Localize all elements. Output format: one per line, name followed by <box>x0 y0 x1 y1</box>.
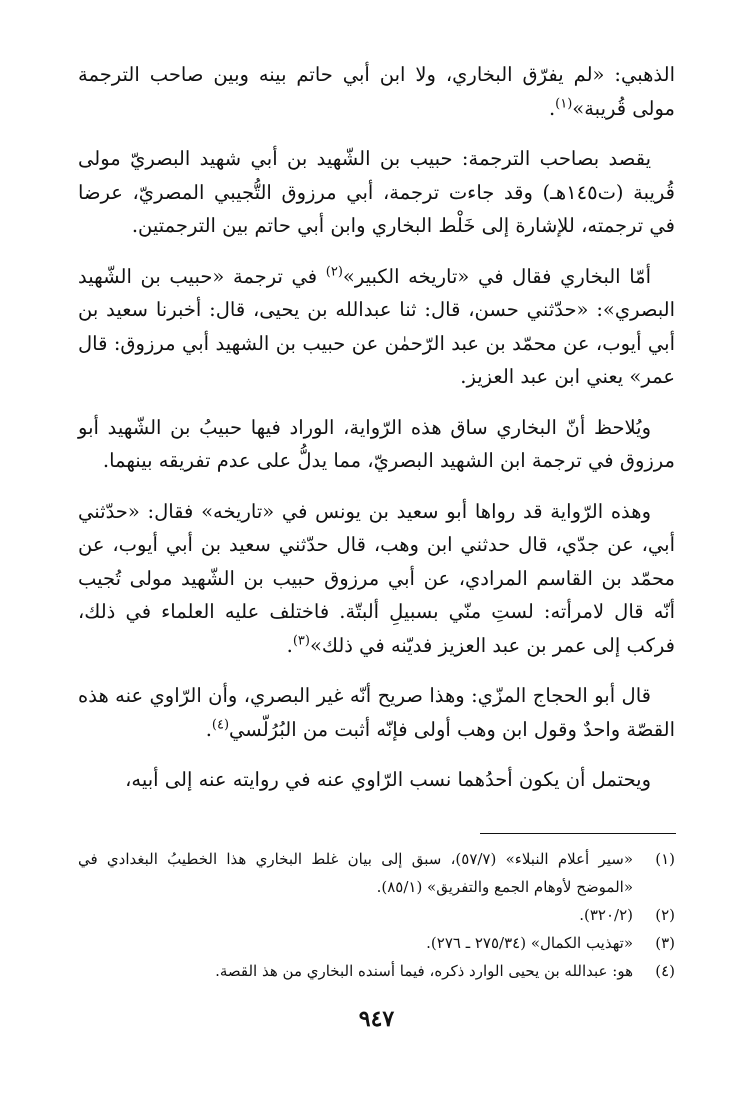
footnote-separator <box>480 833 676 834</box>
paragraph-3 <box>78 260 675 394</box>
paragraph-5 <box>78 495 675 663</box>
footnotes <box>78 845 675 985</box>
paragraph-7 <box>78 763 675 797</box>
footnote-ref-2: (٢) <box>325 264 343 279</box>
footnote-3-text: «تهذيب الكمال» (٢٧٥/٣٤ ـ ٢٧٦). <box>426 934 633 952</box>
footnote-3-number: (٣) <box>655 934 675 952</box>
footnote-2-number: (٢) <box>655 906 675 924</box>
footnote-ref-4: (٤) <box>211 717 230 732</box>
paragraph-1-tail: . <box>548 96 556 120</box>
paragraph-5-tail: . <box>286 633 293 657</box>
paragraph-4-text: ويُلاحظ أنّ البخاري ساق هذه الرّواية، الوراد فيها حبيبُ بن الشّهيد أبو مرزوق في ترجمة ابن الشهيد البصريّ، مما يدلُّ على عدم تفريقه بينهما. <box>78 415 675 472</box>
footnote-1-number: (١) <box>655 850 675 868</box>
paragraph-3-tail: في ترجمة «حبيب بن الشّهيد البصري»: «حدّثني حسن، قال: ثنا عبدالله بن يحيى، قال: أخبرنا سعيد بن أبي أيوب، عن محمّد بن عبد الرّحمٰن عن حبيب بن الشهيد أبي مرزوق: قال عمر» يعني ابن عبد العزيز. <box>78 264 675 388</box>
paragraph-1 <box>78 58 675 125</box>
paragraph-6-text: قال أبو الحجاج المزّي: وهذا صريح أنّه غير البصري، وأن الرّاوي عنه هذه القصّة واحدٌ وقول ابن وهب أولى فإنّه أثبت من البُرُلّسي <box>78 684 675 741</box>
footnote-1 <box>78 845 675 901</box>
footnote-2-text: (٣٢٠/٢). <box>579 906 633 924</box>
paragraph-2-text: يقصد بصاحب الترجمة: حبيب بن الشّهيد بن أبي شهيد البصريّ مولى قُريبة (ت١٤٥هـ) وقد جاءت ترجمة، أبي مرزوق التُّجيبي المصريّ، عرضا في ترجمته، للإشارة إلى خَلْط البخاري وابن أبي حاتم بين الترجمتين. <box>78 147 675 237</box>
paragraph-6-tail: . <box>205 717 212 741</box>
footnote-3 <box>78 929 675 957</box>
page-number: ٩٤٧ <box>358 1006 395 1032</box>
footnote-4-text: هو: عبدالله بن يحيى الوارد ذكره، فيما أسنده البخاري من هذ القصة. <box>215 962 633 980</box>
main-text <box>78 58 675 814</box>
paragraph-3-text: أمّا البخاري فقال في «تاريخه الكبير» <box>342 264 652 288</box>
footnote-2 <box>78 901 675 929</box>
paragraph-5-text: وهذه الرّواية قد رواها أبو سعيد بن يونس في «تاريخه» فقال: «حدّثني أبي، عن جدّي، قال حدثني ابن وهب، قال حدّثني سعيد بن أبي أيوب، عن محمّد بن القاسم المرادي، عن أبي مرزوق حبيب بن الشّهيد مولى تُجيب أنّه قال لامرأته: لستِ منّي بسبيلِ ألبتّة. فاختلف عليه العلماء في ذلك، فركب إلى عمر بن عبد العزيز فديّنه في ذلك» <box>78 499 675 657</box>
footnote-4-number: (٤) <box>655 962 675 980</box>
paragraph-7-text: ويحتمل أن يكون أحدُهما نسب الرّاوي عنه في روايته عنه إلى أبيه، <box>125 768 651 791</box>
paragraph-4 <box>78 411 675 478</box>
footnote-4 <box>78 957 675 985</box>
footnote-ref-1: (١) <box>555 96 573 111</box>
paragraph-1-text: الذهبي: «لم يفرّق البخاري، ولا ابن أبي حاتم بينه وبين صاحب الترجمة مولى قُريبة» <box>78 63 675 120</box>
paragraph-6 <box>78 679 675 746</box>
footnote-ref-3: (٣) <box>292 633 310 648</box>
footnote-1-text: «سير أعلام النبلاء» (٥٧/٧)، سبق إلى بيان غلط البخاري هذا الخطيبُ البغدادي في «الموضح لأوهام الجمع والتفريق» (٨٥/١). <box>78 850 633 896</box>
paragraph-2 <box>78 142 675 243</box>
